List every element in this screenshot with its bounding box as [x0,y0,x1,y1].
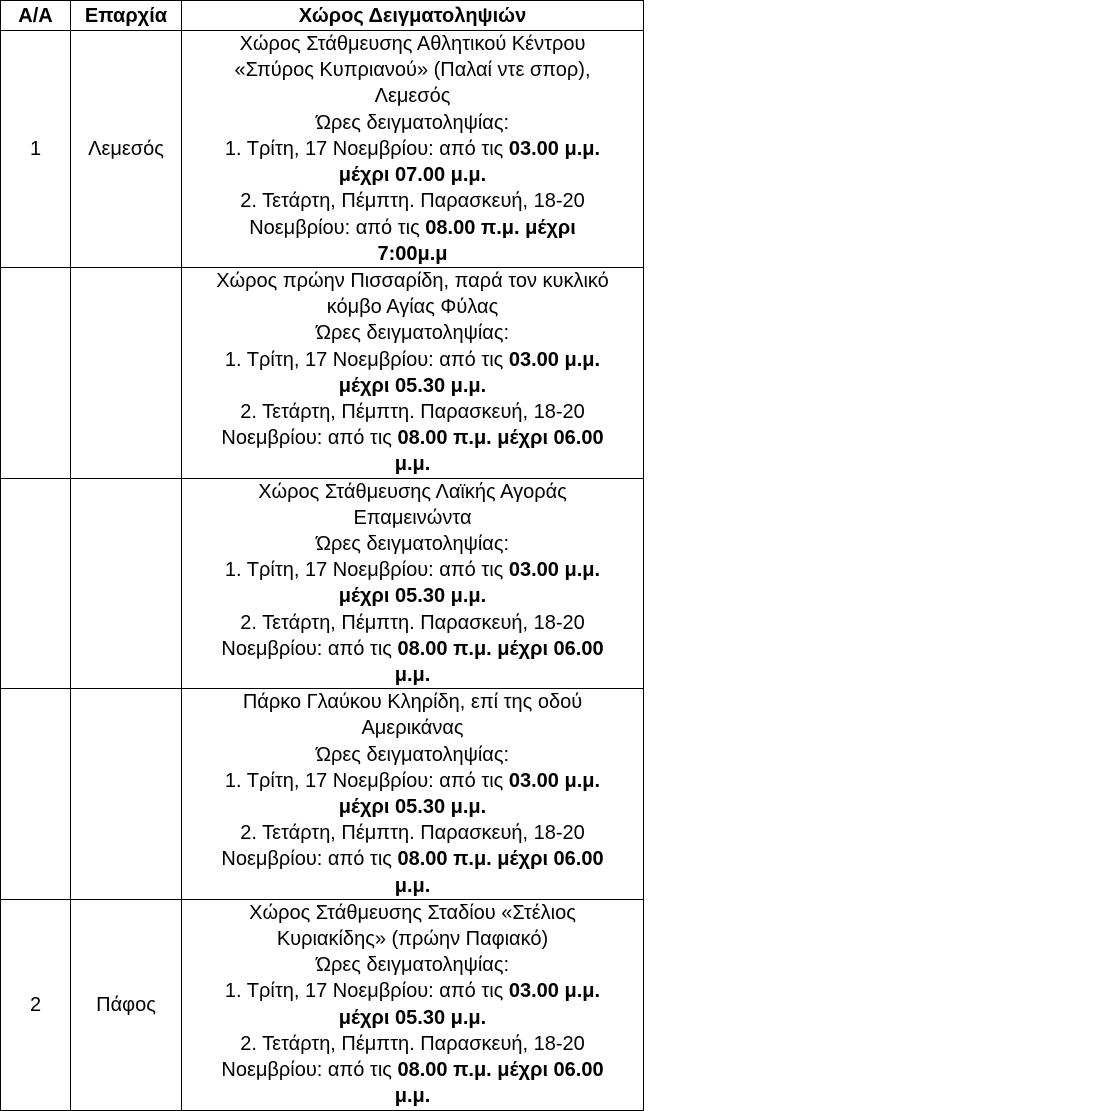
location-text-line [185,294,640,320]
text: 1. Τρίτη, 17 Νοεμβρίου: από τις [224,348,509,371]
location-text-line [185,926,640,952]
location-text-line [185,83,640,109]
location-text-line [185,451,640,477]
header-location: Χώρος Δειγματοληψιών [182,1,644,31]
row-location [182,31,644,268]
location-text-line [185,399,640,425]
header-province: Επαρχία [71,1,182,31]
location-text-line [185,768,640,794]
row-number: 2 [1,899,71,1110]
row-number [1,478,71,689]
location-text-line [185,136,640,162]
row-province: Πάφος [71,899,182,1110]
text: Πάρκο Γλαύκου Κληρίδη, επί της οδού [242,691,583,714]
text: 2. Τετάρτη, Πέμπτη. Παρασκευή, 18-20 [240,190,585,213]
bold-text: μ.μ. [394,453,431,476]
location-text-line [185,610,640,636]
text: Χώρος Στάθμευσης Αθλητικού Κέντρου [239,33,586,56]
bold-text: 03.00 μ.μ. [508,980,601,1003]
header-aa: Α/Α [1,1,71,31]
text: Λεμεσός [374,85,451,108]
location-text-line [185,531,640,557]
location-text-line [185,846,640,872]
text: Νοεμβρίου: από τις [249,216,426,239]
row-number [1,689,71,900]
text: Αμερικάνας [361,717,464,740]
location-text-line [185,952,640,978]
text: Νοεμβρίου: από τις [221,848,398,871]
text: 2. Τετάρτη, Πέμπτη. Παρασκευή, 18-20 [240,611,585,634]
text: «Σπύρος Κυπριανού» (Παλαί ντε σπορ), [234,59,591,82]
row-location [182,268,644,479]
table-row [1,899,644,1110]
header-row [1,1,644,31]
text: Ώρες δειγματοληψίας: [315,322,510,345]
row-number [1,268,71,479]
text: 1. Τρίτη, 17 Νοεμβρίου: από τις [224,559,509,582]
bold-text: μέχρι 05.30 μ.μ. [338,374,487,397]
location-text-line [185,557,640,583]
location-text-line [185,162,640,188]
bold-text: μέχρι 05.30 μ.μ. [338,585,487,608]
bold-text: 08.00 π.μ. μέχρι 06.00 [397,1059,604,1082]
row-location [182,689,644,900]
row-province: Λεμεσός [71,31,182,268]
bold-text: 08.00 π.μ. μέχρι 06.00 [397,637,604,660]
row-number: 1 [1,31,71,268]
location-text-line [185,241,640,267]
location-text-line [185,1005,640,1031]
text: Χώρος πρώην Πισσαρίδη, παρά τον κυκλικό [216,270,609,292]
text: 1. Τρίτη, 17 Νοεμβρίου: από τις [224,137,509,160]
bold-text: 03.00 μ.μ. [508,348,601,371]
bold-text: μέχρι 05.30 μ.μ. [338,796,487,819]
location-text-line [185,215,640,241]
row-location [182,899,644,1110]
text: Χώρος Στάθμευσης Λαϊκής Αγοράς [258,480,567,503]
location-text-line [185,110,640,136]
bold-text: μ.μ. [394,664,431,687]
bold-text: μ.μ. [394,874,431,897]
bold-text: 03.00 μ.μ. [508,137,601,160]
bold-text: 08.00 π.μ. μέχρι 06.00 [397,427,604,450]
bold-text: 08.00 π.μ. μέχρι 06.00 [397,848,604,871]
location-text-line [185,820,640,846]
text: Νοεμβρίου: από τις [221,427,398,450]
row-province [71,689,182,900]
location-text-line [185,188,640,214]
location-text-line [185,505,640,531]
text: Επαμεινώντα [353,506,472,529]
text: κόμβο Αγίας Φύλας [326,296,499,319]
location-text-line [185,479,640,505]
text: Νοεμβρίου: από τις [221,637,398,660]
table-row [1,31,644,268]
location-text-line [185,1083,640,1109]
location-text-line [185,715,640,741]
text: 2. Τετάρτη, Πέμπτη. Παρασκευή, 18-20 [240,822,585,845]
location-text-line [185,662,640,688]
text: Κυριακίδης» (πρώην Παφιακό) [276,928,549,951]
bold-text: μ.μ. [394,1085,431,1108]
text: Ώρες δειγματοληψίας: [315,954,510,977]
location-text-line [185,425,640,451]
bold-text: μέχρι 07.00 μ.μ. [338,164,487,187]
text: Νοεμβρίου: από τις [221,1059,398,1082]
bold-text: 08.00 π.μ. μέχρι [425,216,576,239]
location-text-line [185,57,640,83]
text: Χώρος Στάθμευσης Σταδίου «Στέλιος [249,901,576,924]
bold-text: 03.00 μ.μ. [508,769,601,792]
table-row [1,689,644,900]
location-text-line [185,320,640,346]
location-text-line [185,373,640,399]
text: Ώρες δειγματοληψίας: [315,111,510,134]
location-text-line [185,978,640,1004]
location-text-line [185,347,640,373]
text: Ώρες δειγματοληψίας: [315,743,510,766]
bold-text: 7:00μ.μ [377,242,448,265]
location-text-line [185,742,640,768]
row-province [71,478,182,689]
row-province [71,268,182,479]
table-row [1,268,644,479]
location-text-line [185,1031,640,1057]
text: Ώρες δειγματοληψίας: [315,533,510,556]
bold-text: μέχρι 05.30 μ.μ. [338,1006,487,1029]
table-row [1,478,644,689]
bold-text: 03.00 μ.μ. [508,559,601,582]
location-text-line [185,636,640,662]
text: 2. Τετάρτη, Πέμπτη. Παρασκευή, 18-20 [240,401,585,424]
location-text-line [185,873,640,899]
location-text-line [185,689,640,715]
text: 1. Τρίτη, 17 Νοεμβρίου: από τις [224,980,509,1003]
text: 2. Τετάρτη, Πέμπτη. Παρασκευή, 18-20 [240,1032,585,1055]
text: 1. Τρίτη, 17 Νοεμβρίου: από τις [224,769,509,792]
location-text-line [185,583,640,609]
row-location [182,478,644,689]
location-text-line [185,31,640,57]
location-text-line [185,1057,640,1083]
location-text-line [185,794,640,820]
location-text-line [185,268,640,294]
location-text-line [185,900,640,926]
